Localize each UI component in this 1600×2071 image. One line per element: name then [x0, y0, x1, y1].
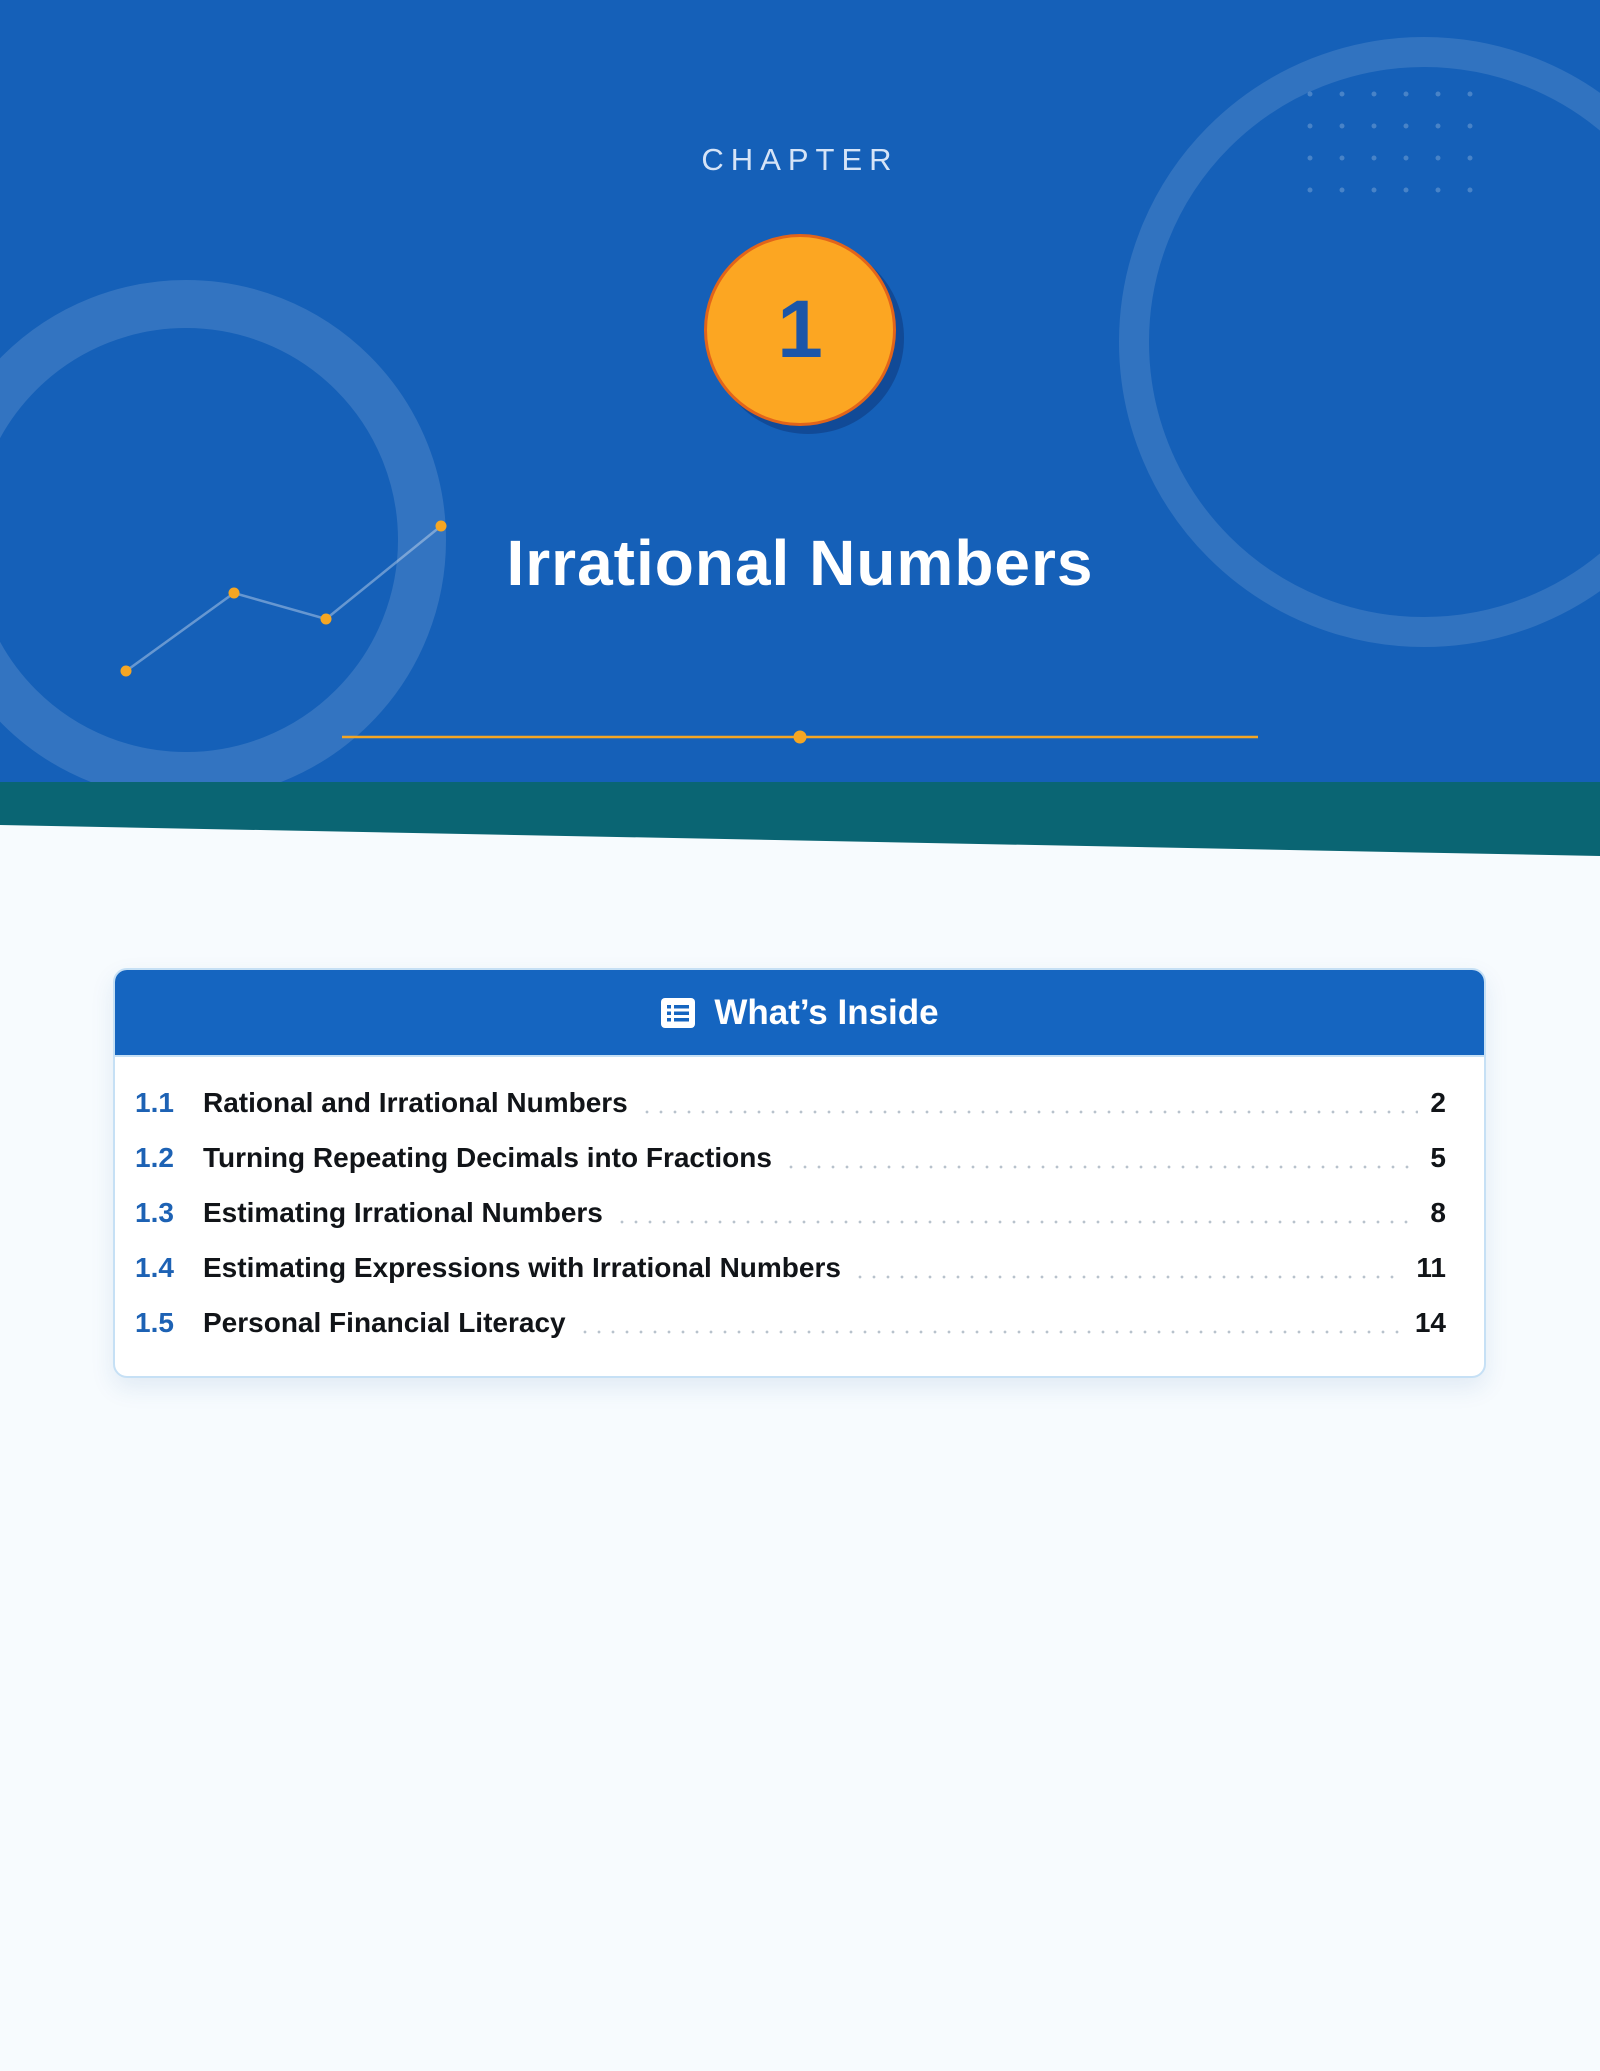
toc-page-number: 8 — [1430, 1197, 1446, 1228]
toc-page-number: 2 — [1430, 1087, 1446, 1118]
list-icon — [660, 995, 696, 1031]
toc-page-number: 14 — [1414, 1307, 1446, 1338]
teal-band — [0, 770, 1600, 856]
chapter-label: CHAPTER — [701, 142, 899, 177]
toc-section-title: Rational and Irrational Numbers — [203, 1087, 628, 1118]
toc-dot-leader — [640, 1110, 1419, 1114]
toc-section-number: 1.2 — [135, 1142, 174, 1173]
chapter-title: Irrational Numbers — [506, 527, 1094, 599]
toc-list — [115, 1057, 1484, 1350]
chapter-number: 1 — [777, 284, 823, 375]
toc-entry[interactable] — [135, 1185, 1446, 1240]
toc-dot-leader — [615, 1220, 1419, 1224]
toc-heading: What’s Inside — [714, 992, 939, 1032]
toc-section-number: 1.1 — [135, 1087, 174, 1118]
toc-entry[interactable] — [135, 1130, 1446, 1185]
toc-section-title: Turning Repeating Decimals into Fractions — [203, 1142, 772, 1173]
toc-dot-leader — [578, 1330, 1403, 1334]
toc-page-number: 11 — [1416, 1252, 1446, 1283]
toc-entry[interactable] — [135, 1240, 1446, 1295]
toc-section-title: Personal Financial Literacy — [203, 1307, 566, 1338]
toc-section-number: 1.5 — [135, 1307, 174, 1338]
toc-section-title: Estimating Irrational Numbers — [203, 1197, 603, 1228]
toc-section-number: 1.3 — [135, 1197, 174, 1228]
hero-background — [0, 0, 1600, 860]
toc-header — [115, 970, 1484, 1057]
chapter-number-badge — [704, 234, 896, 426]
toc-section-number: 1.4 — [135, 1252, 174, 1283]
toc-entry[interactable] — [135, 1295, 1446, 1350]
toc-section-title: Estimating Expressions with Irrational Numbers — [203, 1252, 841, 1283]
chapter-hero — [0, 0, 1600, 860]
toc-entry[interactable] — [135, 1075, 1446, 1130]
divider-dot — [794, 731, 807, 744]
toc-card — [113, 968, 1486, 1378]
toc-dot-leader — [853, 1275, 1404, 1279]
toc-page-number: 5 — [1430, 1142, 1446, 1173]
toc-dot-leader — [784, 1165, 1419, 1169]
